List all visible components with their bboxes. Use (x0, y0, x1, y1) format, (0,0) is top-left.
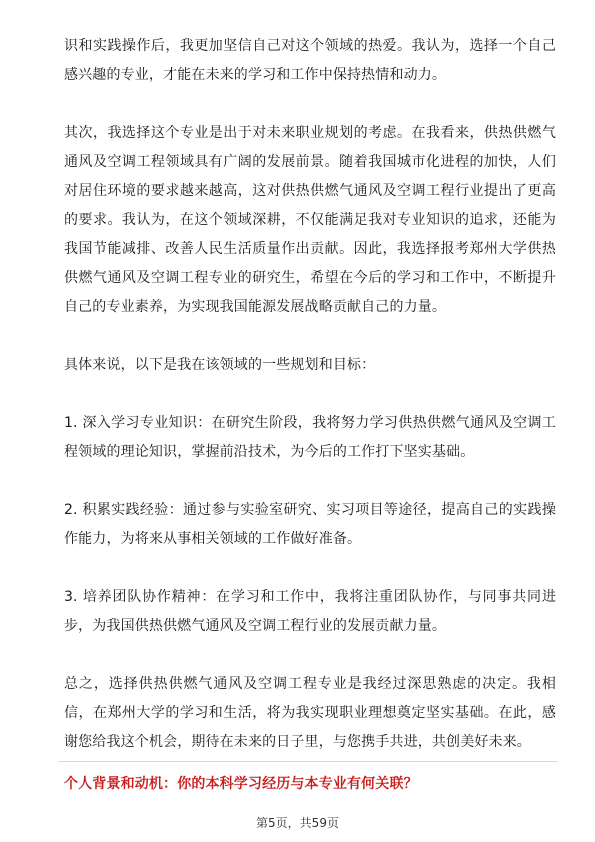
page-number-footer: 第5页，共59页 (256, 816, 339, 830)
section-divider (58, 761, 558, 762)
list-item-practice: 2. 积累实践经验：通过参与实验室研究、实习项目等途径，提高自己的实践操作能力，为将来从事相关领域的工作做好准备。 (64, 502, 556, 547)
paragraph-motivation-continued: 识和实践操作后，我更加坚信自己对这个领域的热爱。我认为，选择一个自己感兴趣的专业，才能在未来的学习和工作中保持热情和动力。 (64, 38, 556, 83)
paragraph-plans-intro: 具体来说，以下是我在该领域的一些规划和目标： (64, 357, 376, 373)
question-heading: 个人背景和动机：你的本科学习经历与本专业有何关联？ (64, 776, 418, 792)
paragraph-conclusion: 总之，选择供热供燃气通风及空调工程专业是我经过深思熟虑的决定。我相信，在郑州大学的学习和生活，将为我实现职业理想奠定坚实基础。在此，感谢您给我这个机会，期待在未来的日子里，与您携手共进，共创美好未来。 (64, 676, 556, 750)
list-item-study: 1. 深入学习专业知识：在研究生阶段，我将努力学习供热供燃气通风及空调工程领域的理论知识，掌握前沿技术，为今后的工作打下坚实基础。 (64, 415, 556, 460)
list-item-teamwork: 3. 培养团队协作精神：在学习和工作中，我将注重团队协作，与同事共同进步，为我国供热供燃气通风及空调工程行业的发展贡献力量。 (64, 589, 556, 634)
paragraph-career-planning: 其次，我选择这个专业是出于对未来职业规划的考虑。在我看来，供热供燃气通风及空调工程领域具有广阔的发展前景。随着我国城市化进程的加快，人们对居住环境的要求越来越高，这对供热供燃气通风及空调工程行业提出了更高的要求。我认为，在这个领域深耕，不仅能满足我对专业知识的追求，还能为我国节能减排、改善人民生活质量作出贡献。因此，我选择报考郑州大学供热供燃气通风及空调工程专业的研究生，希望在今后的学习和工作中，不断提升自己的专业素养，为实现我国能源发展战略贡献自己的力量。 (64, 125, 556, 315)
